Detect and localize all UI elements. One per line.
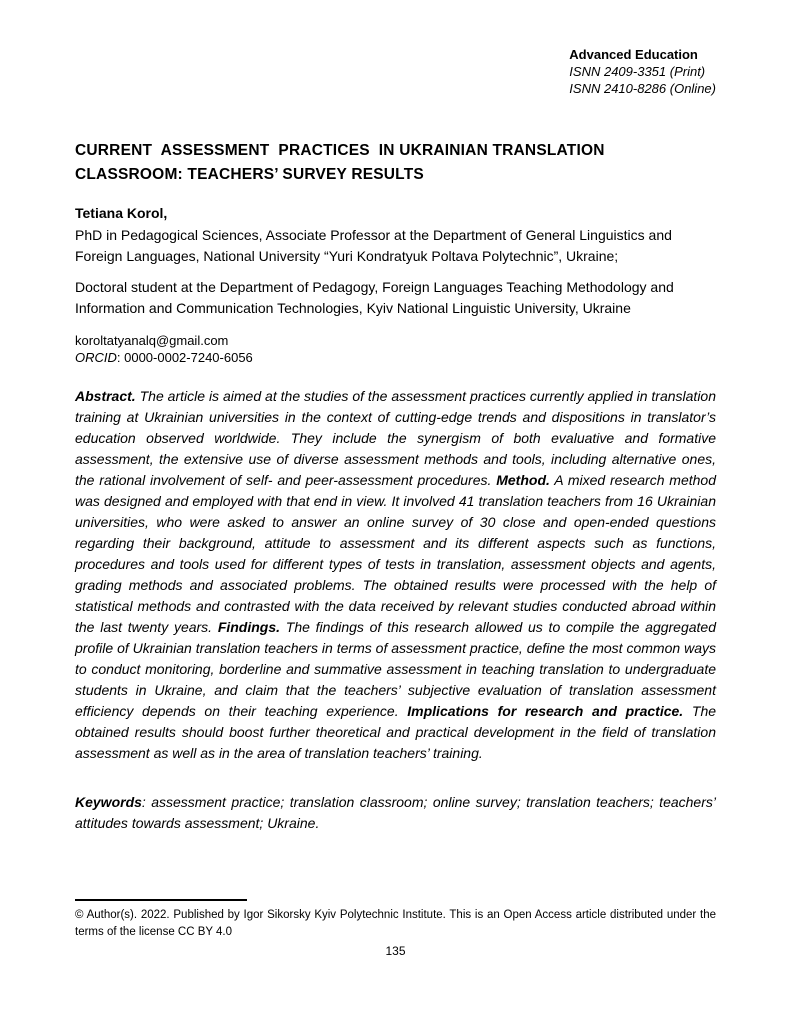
abstract-text-implications: The obtained results should boost further theoretical and practical development in the field of translation assessment as well as in the area of translation teachers’ training. [75, 702, 717, 761]
orcid-value: : 0000-0002-7240-6056 [116, 350, 253, 366]
abstract-text-aim: The article is aimed at the studies of the assessment practices currently applied in translation training at Ukrainian universities in the context of cutting-edge trends and dispositions in translator’s education observed worldwide. They include the synergism of both evaluative and formative assessment, the extensive use of diverse assessment methods and tools, including alternative ones, the rational involvement of self- and peer-assessment procedures. [75, 387, 717, 488]
footnote-divider [75, 899, 247, 901]
author-affiliation-1: PhD in Pedagogical Sciences, Associate Professor at the Department of General Linguistics and Foreign Languages, National University “Yuri Kondratyuk Poltava Polytechnic”, Ukraine; [75, 226, 672, 264]
abstract-paragraph [75, 386, 716, 764]
orcid-label: ORCID [75, 350, 117, 366]
keywords-paragraph [75, 792, 716, 834]
author-orcid [75, 349, 716, 367]
author-email: koroltatyanalq@gmail.com [75, 332, 229, 348]
journal-info-block [569, 46, 716, 97]
abstract-text-method: A mixed research method was designed and employed with that end in view. It involved 41 translation teachers from 16 Ukrainian universities, who were asked to answer an online survey of 30 close and open-ended questions regarding their background, attitude to assessment and its different aspects such as functions, procedures and tools used for different types of tests in translation, assessment objects and agents, grading methods and associated problems. The obtained results were processed with the help of statistical methods and contrasted with the data received by relevant studies conducted abroad within the last twenty years. [75, 471, 717, 635]
journal-header [75, 46, 716, 97]
journal-issn-online: ISNN 2410-8286 (Online) [569, 81, 716, 97]
copyright-note: © Author(s). 2022. Published by Igor Sikorsky Kyiv Polytechnic Institute. This is an Open Access article distributed under the terms of the license CC BY 4.0 [75, 909, 716, 939]
abstract-text-findings: The findings of this research allowed us to compile the aggregated profile of Ukrainian translation teachers in terms of assessment practice, define the most common ways to conduct monitoring, borderline and summative assessment in teaching translation to undergraduate students in Ukraine, and claim that the teachers’ subjective evaluation of translation assessment efficiency depends on their teaching experience. [75, 618, 717, 719]
method-label: Method. [496, 471, 550, 488]
journal-issn-print: ISNN 2409-3351 (Print) [569, 64, 706, 80]
journal-name: Advanced Education [569, 47, 698, 62]
keywords-text: : assessment practice; translation classroom; online survey; translation teachers; teachers’ attitudes towards assessment; Ukraine. [75, 793, 716, 831]
author-affiliation-2: Doctoral student at the Department of Pedagogy, Foreign Languages Teaching Methodology and Information and Communication Technologies, Kyiv National Linguistic University, Ukraine [75, 278, 674, 316]
abstract-label: Abstract. [75, 387, 136, 404]
article-title: CURRENT ASSESSMENT PRACTICES IN UKRAINIAN TRANSLATION CLASSROOM: TEACHERS’ SURVEY RESULTS [75, 142, 610, 184]
findings-label: Findings. [217, 618, 281, 635]
implications-label: Implications for research and practice. [407, 702, 684, 719]
page-number: 135 [385, 944, 406, 958]
keywords-label: Keywords [75, 793, 142, 810]
author-name: Tetiana Korol, [75, 204, 168, 221]
